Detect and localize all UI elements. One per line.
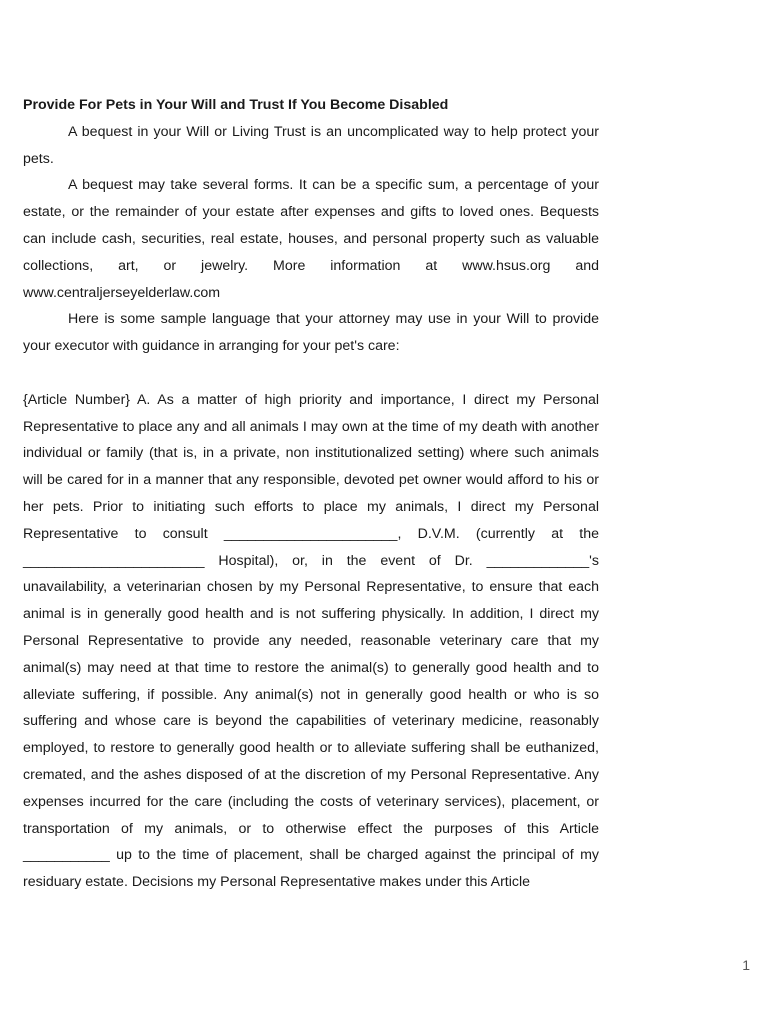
document-title: Provide For Pets in Your Will and Trust If You Become Disabled — [23, 97, 449, 113]
paragraph-bequest-forms: A bequest may take several forms. It can be a specific sum, a percentage of your estate, or the remainder of your estate after expenses and gifts to loved ones. Bequests can include cash, securities, real estate, houses, and personal property such as valuable collections, art, or jewelry. More information at www.hsus.org and www.centraljerseyelderlaw.com — [23, 177, 599, 301]
paragraph-article-text: {Article Number} A. As a matter of high priority and importance, I direct my Personal Representative to place any and all animals I may own at the time of my death with another individual or family (that is, in a private, non institutionalized setting) where such animals will be cared for in a manner that any responsible, devoted pet owner would afford to his or her pets. Prior to initiating such efforts to place my animals, I direct my Personal Representative to consult ______________________, D.V.M. (currently at the _______________________ Hospital), or, in the event of Dr. _____________'s unavailability, a veterinarian chosen by my Personal Representative, to ensure that each animal is in generally good health and is not suffering physically. In addition, I direct my Personal Representative to provide any needed, reasonable veterinary care that my animal(s) may need at that time to restore the animal(s) to generally good health and to alleviate suffering, if possible. Any animal(s) not in generally good health or who is so suffering and whose care is beyond the capabilities of veterinary medicine, reasonably employed, to restore to generally good health or to alleviate suffering shall be euthanized, cremated, and the ashes disposed of at the discretion of my Personal Representative. Any expenses incurred for the care (including the costs of veterinary services), placement, or transportation of my animals, or to otherwise effect the purposes of this Article ___________ up to the time of placement, shall be charged against the principal of my residuary estate. Decisions my Personal Representative makes under this Article — [23, 391, 599, 891]
paragraph-spacer — [23, 360, 599, 387]
paragraph-sample-language: Here is some sample language that your attorney may use in your Will to provide your executor with guidance in arranging for your pet's care: — [23, 311, 599, 355]
page-number: 1 — [742, 957, 750, 973]
paragraph-bequest-intro: A bequest in your Will or Living Trust is an uncomplicated way to help protect your pets. — [23, 123, 599, 167]
document-body — [23, 92, 599, 896]
